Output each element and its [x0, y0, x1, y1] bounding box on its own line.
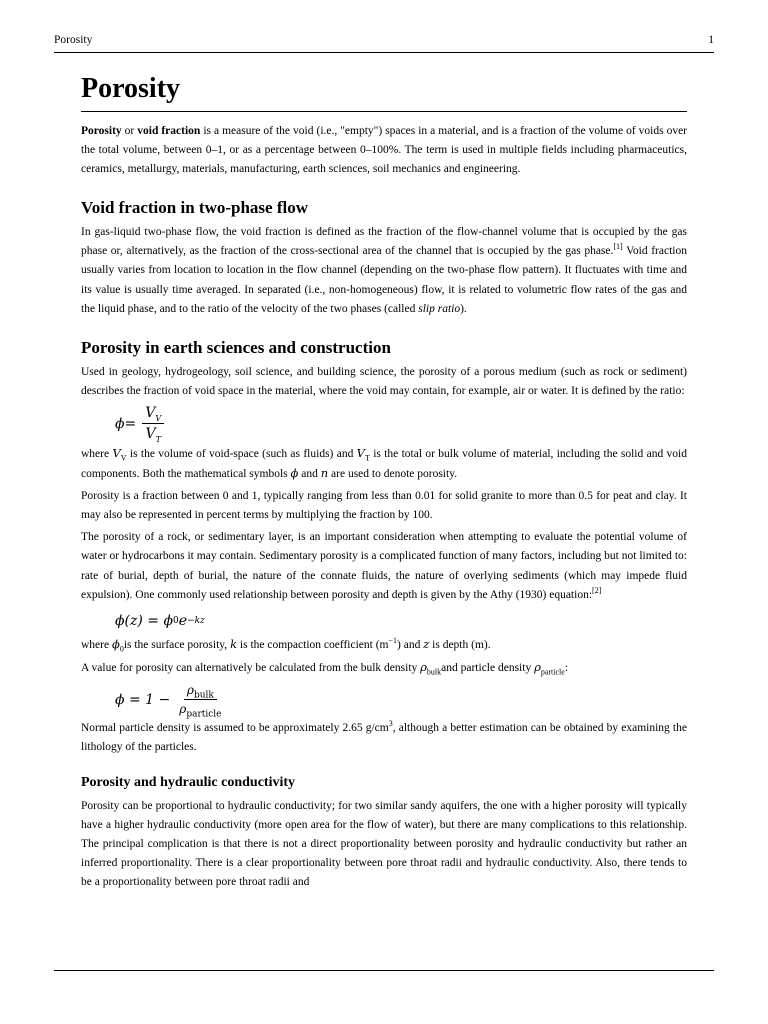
- density-paragraph: A value for porosity can alternatively be calculated from the bulk density $\rho_{bulk}and$ particle density $\rho_{particle}$:: [81, 659, 569, 677]
- citation-1-link[interactable]: [1]: [613, 242, 623, 252]
- earth-sciences-paragraph-1: Used in geology, hydrogeology, soil science, and building science, the porosity of a porous medium (such as rock or sediment) describes the fraction of void space in the material, where the void may contain, for example, air or water. It is defined by the ratio:: [81, 365, 687, 397]
- hydraulic-conductivity-paragraph: Porosity can be proportional to hydraulic conductivity; for two similar sandy aquifers, the one with a higher porosity will typically have a higher hydraulic conductivity (more open area for the flow of water), but there are many complications to this relationship. The principal complication is that there is not a direct proportionality between porosity and hydraulic conductivity but rather an inferred proportionality. There is a clear proportionality between pore throat radii and hydraulic conductivity. Also, there tends to be a proportionality between pore throat radii and: [81, 800, 687, 889]
- earth-sciences-paragraph-3: Porosity is a fraction between 0 and 1, typically ranging from less than 0.01 for solid granite to more than 0.5 for peat and clay. It may also be represented in percent terms by multiplying the fraction by 100.: [81, 490, 687, 522]
- intro-paragraph: Porosity or void fraction is a measure of the void (i.e., "empty") spaces in a material, and is a fraction of the volume of voids over the total volume, between 0–1, or as a percentage between 0–100%. The term is used in multiple fields including pharmaceutics, ceramics, metallurgy, materials, manufacturing, earth sciences, soil mechanics and engineering.: [81, 125, 687, 176]
- section-heading-void-fraction: Void fraction in two-phase flow: [81, 198, 308, 218]
- footer-rule: [54, 970, 714, 971]
- variables-definition-paragraph: where $V_V$ is the volume of void-space (such as fluids) and $V_T$ is the total or bulk volume of material, including the solid and void components. Both the mathematical symbols ϕ and n are used to denote porosity.: [81, 445, 687, 481]
- n-symbol: n: [320, 466, 329, 481]
- running-header: [54, 34, 714, 50]
- porosity-ratio-equation: ϕ = $\frac{V_V}{V_T}$: [115, 404, 687, 444]
- section-heading-hydraulic-conductivity: Porosity and hydraulic conductivity: [81, 775, 296, 791]
- volume-ratio-fraction: $\frac{V_V}{V_T}$: [142, 405, 164, 442]
- term-porosity: Porosity: [81, 125, 122, 137]
- running-header-title: Porosity: [54, 34, 93, 46]
- article-body: [81, 70, 687, 893]
- section-heading-earth-sciences: Porosity in earth sciences and construction: [81, 337, 391, 357]
- term-void-fraction: void fraction: [137, 125, 201, 137]
- page-title: Porosity: [81, 70, 687, 112]
- citation-2-link[interactable]: [2]: [592, 585, 602, 595]
- void-fraction-paragraph: In gas-liquid two-phase flow, the void fraction is defined as the fraction of the flow-channel volume that is occupied by the gas phase or, alternatively, as the fraction of the cross-sectional area of the channel that is occupied by the gas phase.[1] Void fraction usually varies from location to location in the flow channel (depending on the two-phase flow pattern). It fluctuates with time and its value is usually time averaged. In separated (i.e., non-homogeneous) flow, it is related to volumetric flow rates of the gas and the liquid phase, and to the ratio of the velocity of the two phases (called slip ratio).: [81, 226, 687, 315]
- particle-density-paragraph: Normal particle density is assumed to be approximately 2.65 $g/cm^3$, although a better estimation can be obtained by examining the lithology of the particles.: [81, 719, 687, 753]
- athy-variables-paragraph: where $\phi_0is$ the surface porosity, k is the compaction coefficient $(m^{-1})$ and z is depth (m).: [81, 635, 491, 653]
- page-number: 1: [708, 34, 714, 46]
- density-porosity-equation: ϕ = 1 − $\frac{\rho_{bulk}}{\rho_{particle}}$: [115, 681, 687, 719]
- slip-ratio-term: slip ratio: [418, 302, 461, 315]
- header-rule: [54, 52, 714, 53]
- earth-sciences-paragraph-4: The porosity of a rock, or sedimentary layer, is an important consideration when attempting to evaluate the potential volume of water or hydrocarbons it may contain. Sedimentary porosity is a complicated function of many factors, including but not limited to: rate of burial, depth of burial, the nature of the connate fluids, the nature of overlying sediments (which may impede fluid expulsion). One commonly used relationship between porosity and depth is given by the Athy (1930) equation:[2]: [81, 531, 687, 601]
- phi-symbol: ϕ: [290, 466, 299, 481]
- athy-equation: ϕ(z) = ϕ 0 e −kz: [115, 612, 205, 629]
- density-ratio-fraction: $\frac{\rho_{bulk}}{\rho_{particle}}$: [179, 683, 222, 720]
